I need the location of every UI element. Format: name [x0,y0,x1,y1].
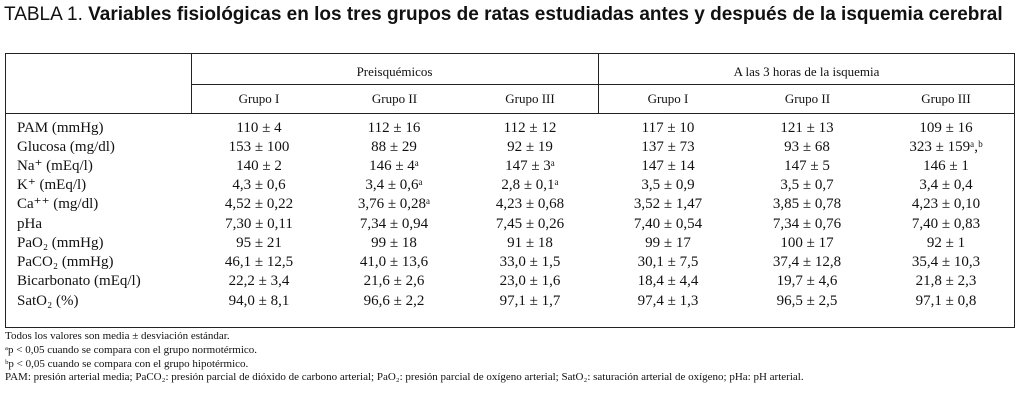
table-cell: 3,5 ± 0,7 [780,177,834,193]
table-cell: 21,6 ± 2,6 [363,273,425,289]
row-label: PaCO₂ (mmHg) [17,254,114,270]
table-cell: 93 ± 68 [784,139,830,155]
table-cell: 7,34 ± 0,76 [772,216,842,232]
table-cell: 137 ± 73 [641,139,695,155]
table-cell: 147 ± 3ᵃ [505,158,555,174]
row-label: Ca⁺⁺ (mg/dl) [17,196,99,212]
table-cell: 41,0 ± 13,6 [359,254,429,270]
table-cell: 100 ± 17 [780,235,834,251]
table-cell: 7,34 ± 0,94 [359,216,429,232]
table-cell: 109 ± 16 [919,120,973,136]
row-label: Na⁺ (mEq/l) [17,158,93,174]
footnote-a: ᵃp < 0,05 cuando se compara con el grupo normotérmico. [5,343,258,356]
table-cell: 147 ± 14 [641,158,695,174]
header-rule-groups [191,84,1015,85]
table-cell: 4,23 ± 0,10 [911,196,981,212]
table-cell: 88 ± 29 [371,139,417,155]
row-label: SatO₂ (%) [17,293,79,309]
table-cell: 147 ± 5 [784,158,830,174]
table-cell: 121 ± 13 [780,120,834,136]
table-cell: 22,2 ± 3,4 [228,273,290,289]
table-cell: 110 ± 4 [236,120,282,136]
row-label: K⁺ (mEq/l) [17,177,87,193]
row-label: PaO₂ (mmHg) [17,235,104,251]
table-cell: 92 ± 1 [926,235,966,251]
subheader-post-grupo-3: Grupo III [921,91,971,106]
table-cell: 97,1 ± 0,8 [915,293,977,309]
table-cell: 92 ± 19 [507,139,553,155]
table-cell: 96,5 ± 2,5 [776,293,838,309]
table-cell: 35,4 ± 10,3 [911,254,981,270]
row-label: PAM (mmHg) [17,120,104,136]
table-cell: 3,52 ± 1,47 [633,196,703,212]
table-cell: 3,4 ± 0,4 [919,177,973,193]
table-cell: 46,1 ± 12,5 [224,254,294,270]
table-cell: 7,40 ± 0,54 [633,216,703,232]
table-cell: 21,8 ± 2,3 [915,273,977,289]
table-cell: 4,52 ± 0,22 [224,196,294,212]
table-cell: 30,1 ± 7,5 [637,254,699,270]
table-cell: 4,3 ± 0,6 [232,177,286,193]
table-number: TABLA 1. [4,4,83,25]
table-cell: 33,0 ± 1,5 [499,254,561,270]
table-cell: 95 ± 21 [236,235,282,251]
table-cell: 4,23 ± 0,68 [495,196,565,212]
table-cell: 140 ± 2 [236,158,282,174]
table-cell: 117 ± 10 [641,120,695,136]
row-label: Bicarbonato (mEq/l) [17,273,141,289]
row-label: pHa [17,216,42,232]
table-cell: 112 ± 12 [503,120,557,136]
table-cell: 97,4 ± 1,3 [637,293,699,309]
subheader-pre-grupo-1: Grupo I [238,91,280,106]
header-preisquemicos: Preisquémicos [356,64,433,79]
table-cell: 146 ± 4ᵃ [369,158,419,174]
table-cell: 153 ± 100 [228,139,290,155]
row-label: Glucosa (mg/dl) [17,139,115,155]
table-cell: 323 ± 159ᵃ,ᵇ [909,139,983,155]
table-cell: 3,85 ± 0,78 [772,196,842,212]
table-footnotes [5,330,1021,385]
subheader-pre-grupo-3: Grupo III [505,91,555,106]
table-cell: 23,0 ± 1,6 [499,273,561,289]
subheader-pre-grupo-2: Grupo II [371,91,418,106]
table-cell: 19,7 ± 4,6 [776,273,838,289]
header-rule-bottom [5,113,1015,114]
table-cell: 94,0 ± 8,1 [228,293,290,309]
table-cell: 146 ± 1 [923,158,969,174]
table-cell: 2,8 ± 0,1ᵃ [501,177,559,193]
table-cell: 7,30 ± 0,11 [225,216,293,232]
table-cell: 91 ± 18 [507,235,553,251]
footnote-mean-sd: Todos los valores son media ± desviación estándar. [5,330,230,342]
header-post-isquemia: A las 3 horas de la isquemia [733,64,880,79]
table-cell: 96,6 ± 2,2 [363,293,425,309]
subheader-post-grupo-2: Grupo II [784,91,831,106]
table-cell: 37,4 ± 12,8 [772,254,842,270]
subheader-post-grupo-1: Grupo I [647,91,689,106]
footnote-b: ᵇp < 0,05 cuando se compara con el grupo hipotérmico. [5,357,249,370]
table-cell: 7,40 ± 0,83 [911,216,981,232]
table-cell: 112 ± 16 [367,120,421,136]
table-cell: 99 ± 18 [371,235,417,251]
table-caption: Variables fisiológicas en los tres grupos de ratas estudiadas antes y después de la isquemia cerebral [88,4,1003,25]
table-title [4,4,1020,26]
table-cell: 18,4 ± 4,4 [637,273,699,289]
table-cell: 3,4 ± 0,6ᵃ [365,177,423,193]
table-cell: 99 ± 17 [645,235,691,251]
table-cell: 97,1 ± 1,7 [499,293,561,309]
footnote-abbreviations: PAM: presión arterial media; PaCO₂: presión parcial de dióxido de carbono arterial; PaO₂: presión parcial de oxígeno arterial; SatO₂: saturación arterial de oxígeno; pHa: pH arterial. [5,371,804,384]
table-cell: 3,5 ± 0,9 [641,177,695,193]
table-cell: 7,45 ± 0,26 [495,216,565,232]
table-cell: 3,76 ± 0,28ᵃ [357,196,431,212]
